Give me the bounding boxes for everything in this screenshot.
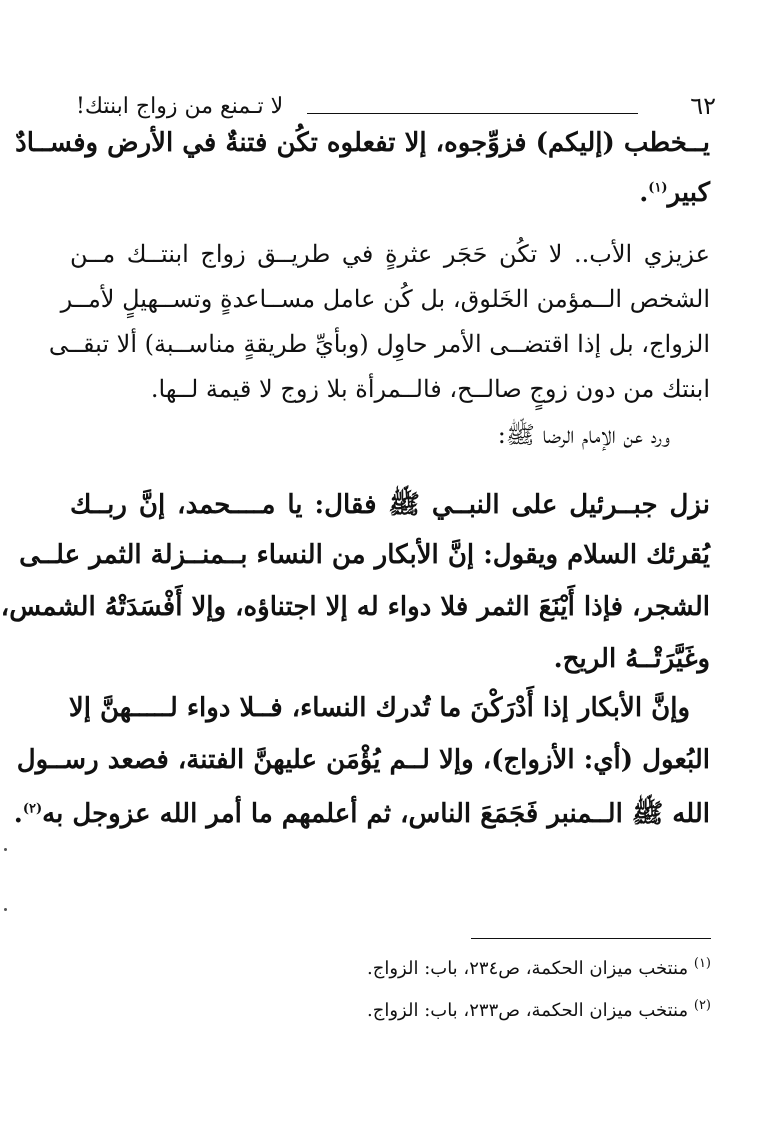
footnote [367,958,711,979]
footnote-number: (٢) [693,998,711,1013]
footnote-ref: (١) [648,180,668,196]
body-line: يُقرئك السلام ويقول: إنَّ الأبكار من النساء بــمنــزلة الثمر علــى [19,540,710,570]
body-line: ورد عن الإمام الرضا ﷺ: [497,421,670,449]
scan-speck [4,908,7,911]
body-line: ابنتك من دون زوجٍ صالــح، فالــمرأة بلا زوج لا قيمة لــها. [150,375,710,403]
body-text: الله ﷺ الــمنبر فَجَمَعَ الناس، ثم أعلمهم ما أمر الله عزوجل به [42,799,710,829]
footnote-text: منتخب ميزان الحكمة، ص٢٣٤، باب: الزواج. [367,958,689,979]
scan-speck [4,848,7,851]
header-rule [307,113,638,114]
body-line: الزواج، بل إذا اقتضــى الأمر حاوِل (وبأيِّ طريقةٍ مناســبة) ألا تبقــى [48,330,710,358]
footnote-text: منتخب ميزان الحكمة، ص٢٣٣، باب: الزواج. [367,1000,689,1021]
header-title: لا تـمنع من زواج ابنتك! [76,94,284,119]
footnote-rule [471,938,711,939]
footnote-number: (١) [693,956,711,971]
running-header [76,88,716,122]
body-line: الشجر، فإذا أَيْنَعَ الثمر فلا دواء له إلا اجتناؤه، وإلا أَفْسَدَتْهُ الشمس، [0,592,710,622]
footnote [367,1000,711,1021]
body-text: كبير [667,178,710,208]
body-line: كبير$^{(١)}$. [639,178,710,208]
body-line: عزيزي الأب.. لا تكُن حَجَر عثرةٍ في طريــق زواج ابنتــك مــن [70,240,710,268]
footnote-ref: (٢) [22,801,43,817]
body-line: الله ﷺ الــمنبر فَجَمَعَ الناس، ثم أعلمهم ما أمر الله عزوجل به$^{(٢)}$. [13,799,710,829]
body-line: الشخص الــمؤمن الخَلوق، بل كُن عامل مســاعدةٍ وتســهيلٍ لأمــر [60,285,710,313]
body-line: وإنَّ الأبكار إذا أَدْرَكْنَ ما تُدرك النساء، فــلا دواء لـــــهنَّ إلا [68,693,690,723]
body-line: يــخطب (إليكم) فزوِّجوه، إلا تفعلوه تكُن فتنةٌ في الأرض وفســادٌ [15,128,710,158]
body-line: نزل جبــرئيل على النبــي ﷺ فقال: يا مــــحمد، إنَّ ربــك [70,490,710,520]
page-number: ٦٢ [690,92,716,120]
body-line: وغَيَّرَتْــهُ الريح. [553,644,710,674]
body-line: البُعول (أي: الأزواج)، وإلا لــم يُؤْمَن عليهنَّ الفتنة، فصعد رســول [16,745,710,775]
